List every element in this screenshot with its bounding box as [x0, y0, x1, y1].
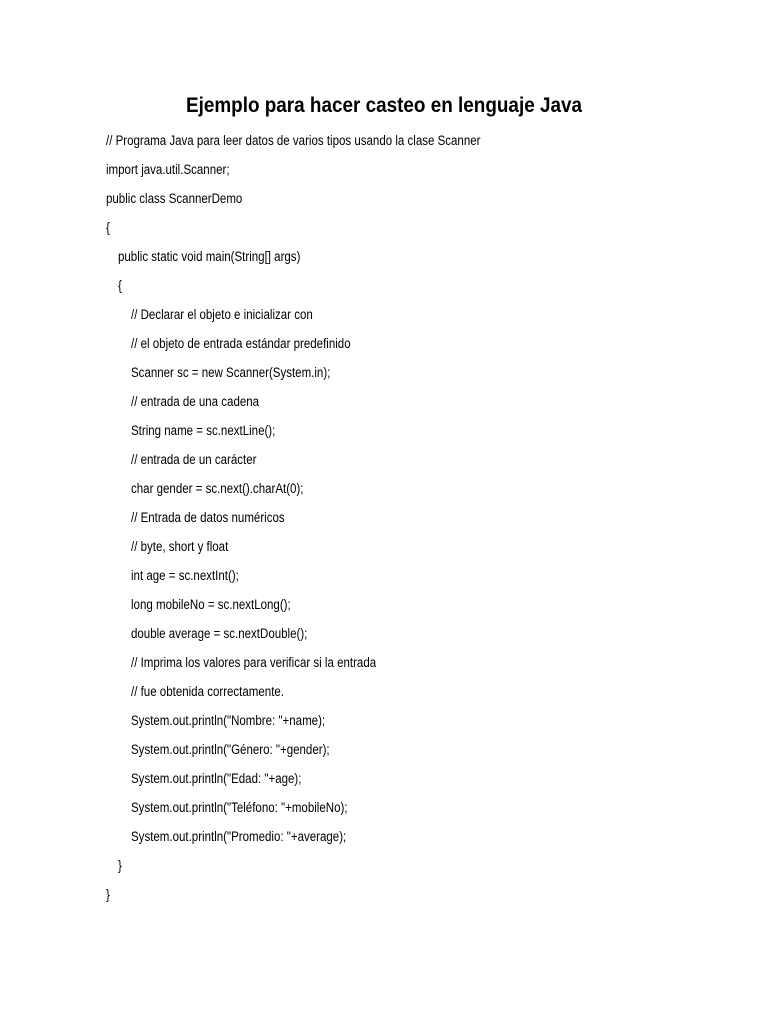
- code-line-comment-correct: // fue obtenida correctamente.: [131, 684, 284, 699]
- code-line-main-open-brace: {: [118, 278, 122, 293]
- code-line-comment-char: // entrada de un carácter: [131, 452, 257, 467]
- code-line-comment-print: // Imprima los valores para verificar si la entrada: [131, 655, 377, 670]
- code-line-class-declaration: public class ScannerDemo: [106, 191, 243, 206]
- code-line-print-age: System.out.println("Edad: "+age);: [131, 771, 302, 786]
- code-line-import: import java.util.Scanner;: [106, 162, 230, 177]
- code-line-long-input: long mobileNo = sc.nextLong();: [131, 597, 291, 612]
- code-line-string-input: String name = sc.nextLine();: [131, 423, 276, 438]
- code-line-print-phone: System.out.println("Teléfono: "+mobileNo);: [131, 800, 348, 815]
- code-line-comment-types: // byte, short y float: [131, 539, 229, 554]
- code-line-print-average: System.out.println("Promedio: "+average);: [131, 829, 347, 844]
- code-line-comment-string: // entrada de una cadena: [131, 394, 260, 409]
- code-line-print-name: System.out.println("Nombre: "+name);: [131, 713, 326, 728]
- code-line-comment-declare: // Declarar el objeto e inicializar con: [131, 307, 313, 322]
- code-line-comment-stdin: // el objeto de entrada estándar predefinido: [131, 336, 351, 351]
- code-line-class-open-brace: {: [106, 220, 110, 235]
- code-line-comment-program: // Programa Java para leer datos de varios tipos usando la clase Scanner: [106, 133, 481, 148]
- code-line-main-close-brace: }: [118, 858, 122, 873]
- code-line-char-input: char gender = sc.next().charAt(0);: [131, 481, 304, 496]
- code-line-double-input: double average = sc.nextDouble();: [131, 626, 308, 641]
- document-title: Ejemplo para hacer casteo en lenguaje Java: [185, 94, 583, 117]
- code-line-main-declaration: public static void main(String[] args): [118, 249, 301, 264]
- code-line-scanner-init: Scanner sc = new Scanner(System.in);: [131, 365, 331, 380]
- code-line-class-close-brace: }: [106, 887, 110, 902]
- code-line-print-gender: System.out.println("Género: "+gender);: [131, 742, 330, 757]
- code-line-comment-numeric: // Entrada de datos numéricos: [131, 510, 285, 525]
- code-line-int-input: int age = sc.nextInt();: [131, 568, 239, 583]
